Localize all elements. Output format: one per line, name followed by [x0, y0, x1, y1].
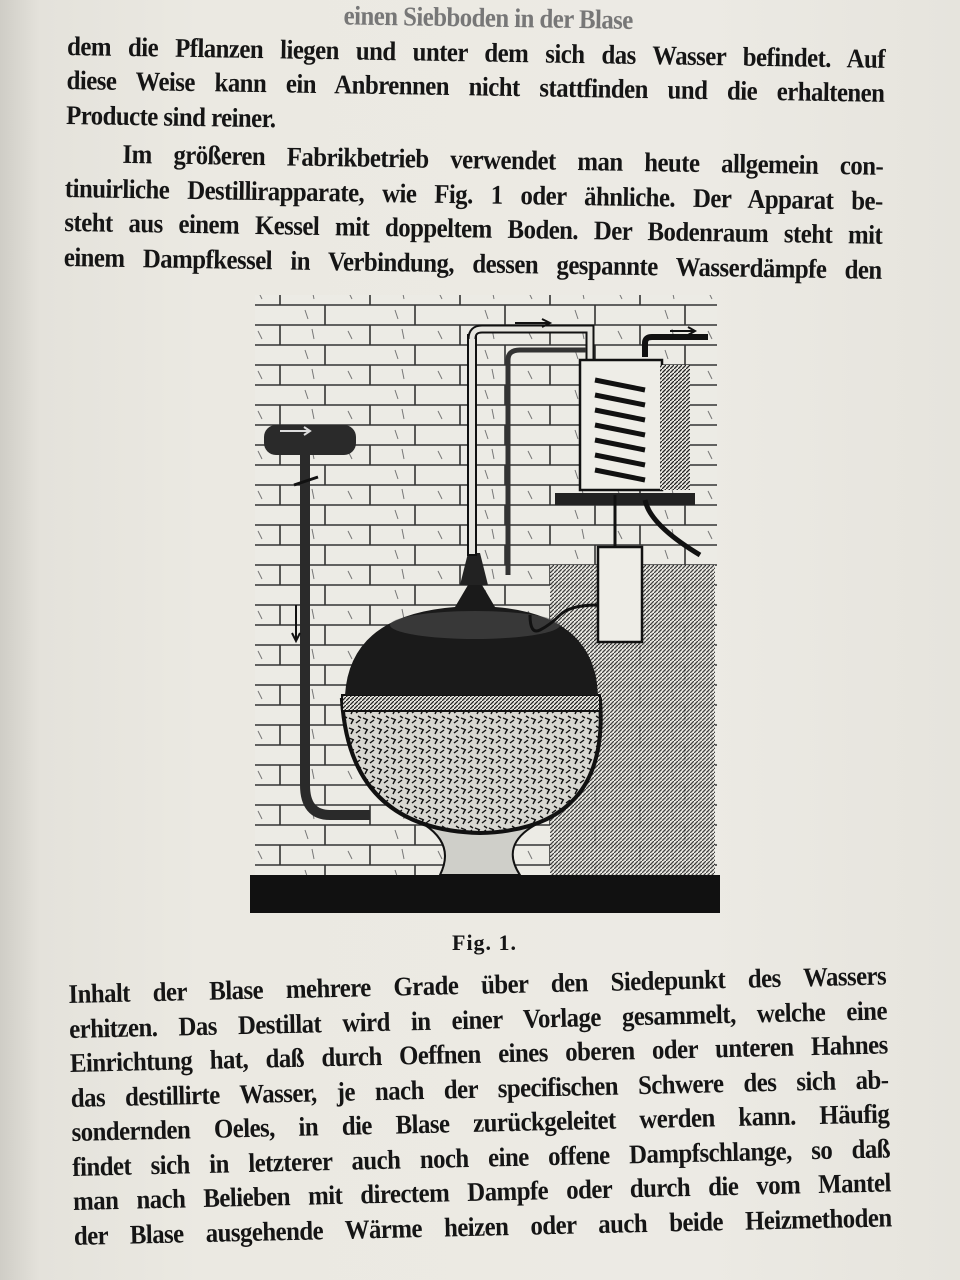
receiver-vessel [598, 547, 642, 642]
text-line-cut: einen Siebboden in der Blase [343, 0, 634, 35]
text-line: Einrichtung hat, daß durch Oeffnen eines oberen oder unteren Hahnes [69, 1029, 888, 1078]
text-line: erhitzen. Das Destillat wird in einer Vorlage gesammelt, welche eine [68, 994, 888, 1044]
floor [250, 875, 720, 913]
vapour-pipe [468, 335, 476, 555]
top-text-block [64, 0, 886, 287]
steam-header [264, 425, 356, 455]
shelf [555, 493, 695, 505]
distillation-apparatus-illustration [250, 285, 722, 917]
figure-caption: Fig. 1. [452, 930, 518, 955]
text-line: das destillirte Wasser, je nach der specifischen Schwere des sich ab- [70, 1063, 889, 1113]
text-line: Inhalt der Blase mehrere Grade über den Siedepunkt des Wassers [68, 960, 887, 1009]
steam-pipe [300, 455, 310, 785]
text-line: sondernden Oeles, in die Blase zurückgeleitet werden kann. Häufig [71, 1098, 890, 1147]
bottom-text-block [68, 958, 892, 1252]
text-line: steht aus einem Kessel mit doppeltem Boden. Der Bodenraum steht mit [64, 206, 883, 250]
text-line: einem Dampfkessel in Verbindung, dessen gespannte Wasserdämpfe den [63, 241, 882, 285]
text-line: man nach Belieben mit directem Dampfe oder durch die vom Mantel [72, 1167, 892, 1216]
text-line: findet sich in letzterer auch noch eine offene Dampfschlange, so daß [71, 1132, 891, 1182]
text-line: Im größeren Fabrikbetrieb verwendet man heute allgemein con- [122, 138, 884, 181]
condenser [580, 360, 662, 490]
text-line: dem die Pflanzen liegen und unter dem sich das Wasser befindet. Auf [66, 30, 886, 74]
text-line: tinuirliche Destillirapparate, wie Fig. 1 oder ähnliche. Der Apparat be- [64, 172, 883, 216]
text-line: diese Weise kann ein Anbrennen nicht stattfinden und die erhaltenen [66, 64, 885, 108]
text-line: der Blase ausgehende Wärme heizen oder auch beide Heizmethoden [73, 1201, 892, 1251]
text-line: Producte sind reiner. [65, 99, 276, 133]
